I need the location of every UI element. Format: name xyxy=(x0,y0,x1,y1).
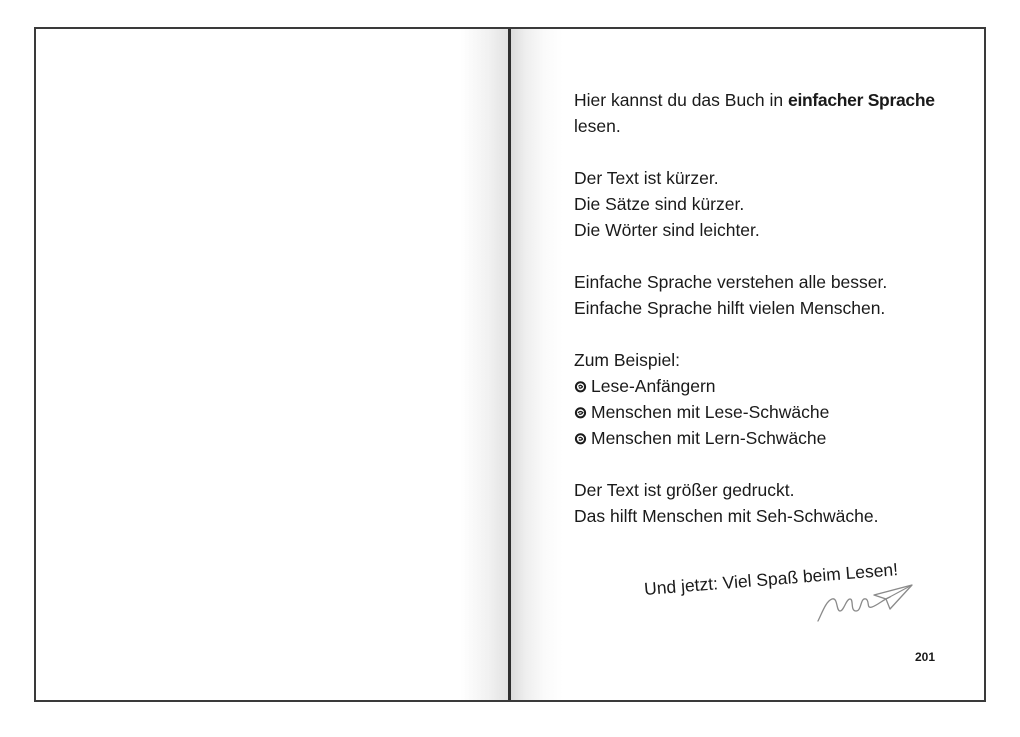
closing-line: Und jetzt: Viel Spaß beim Lesen! xyxy=(643,559,899,600)
paragraph-line: Das hilft Menschen mit Seh-Schwäche. xyxy=(574,506,879,526)
paper-plane-doodle-icon xyxy=(816,583,916,630)
page-text xyxy=(574,87,954,555)
simple-language-paragraph xyxy=(574,269,954,321)
right-page xyxy=(511,29,984,700)
intro-paragraph xyxy=(574,87,954,139)
paragraph-line: Einfache Sprache hilft vielen Menschen. xyxy=(574,298,886,318)
intro-prefix: Hier kannst du das Buch in xyxy=(574,90,789,110)
print-size-paragraph xyxy=(574,477,954,529)
intro-line-2: lesen. xyxy=(574,116,621,136)
example-list xyxy=(574,347,954,451)
list-item xyxy=(574,399,954,425)
left-page xyxy=(36,29,508,700)
shorter-text-paragraph xyxy=(574,165,954,243)
list-item-label: Lese-Anfängern xyxy=(591,376,716,396)
list-item-label: Menschen mit Lern-Schwäche xyxy=(591,428,827,448)
paragraph-line: Der Text ist kürzer. xyxy=(574,168,719,188)
paragraph-line: Der Text ist größer gedruckt. xyxy=(574,480,795,500)
list-item xyxy=(574,373,954,399)
open-book xyxy=(34,27,986,702)
circle-scribble-icon xyxy=(574,406,587,419)
paragraph-line: Die Sätze sind kürzer. xyxy=(574,194,745,214)
list-item-label: Menschen mit Lese-Schwäche xyxy=(591,402,830,422)
intro-bold-term: einfacher Sprache xyxy=(788,90,935,110)
intro-line-1 xyxy=(574,87,954,113)
list-item xyxy=(574,425,954,451)
page-number: 201 xyxy=(915,650,936,664)
circle-scribble-icon xyxy=(574,380,587,393)
circle-scribble-icon xyxy=(574,432,587,445)
example-heading: Zum Beispiel: xyxy=(574,350,681,370)
paragraph-line: Einfache Sprache verstehen alle besser. xyxy=(574,272,888,292)
paragraph-line: Die Wörter sind leichter. xyxy=(574,220,760,240)
